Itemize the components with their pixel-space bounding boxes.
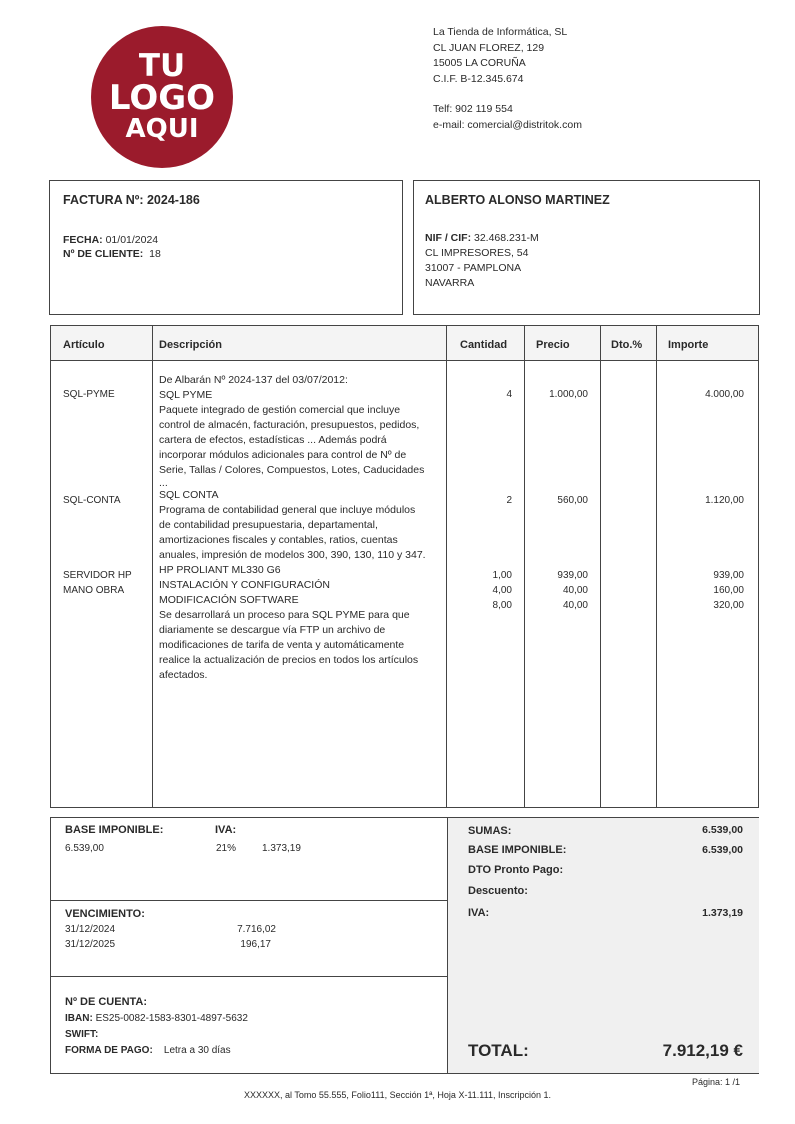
logo-line-2: LOGO [108, 78, 216, 118]
client-details [425, 231, 539, 291]
logo-line-1: TU [138, 48, 186, 84]
client-nif: 32.468.231-M [474, 232, 539, 244]
due-label: VENCIMIENTO: [65, 908, 145, 920]
totals-section [50, 817, 759, 1074]
client-number-label: Nº DE CLIENTE: [63, 248, 144, 260]
row-4-quantity: 4,00 [492, 585, 512, 596]
total-value: 7.912,19 € [662, 1041, 743, 1060]
divider [51, 976, 447, 977]
row-1-detail: Paquete integrado de gestión comercial que incluye [159, 404, 401, 416]
row-2-detail: Programa de contabilidad general que incluye módulos [159, 504, 416, 516]
divider [51, 900, 447, 901]
table-header-row [51, 326, 758, 361]
description-column [159, 373, 449, 683]
row-4-description: INSTALACIÓN Y CONFIGURACIÓN [159, 579, 330, 591]
header-article: Artículo [63, 339, 105, 351]
client-number: 18 [149, 248, 161, 260]
company-name: La Tienda de Informática, SL [433, 26, 568, 38]
payment-method: Letra a 30 días [163, 1045, 231, 1056]
header-description: Descripción [159, 339, 222, 351]
row-1-detail: ... [159, 477, 168, 489]
due-amount-2: 196,17 [240, 939, 271, 950]
client-name: ALBERTO ALONSO MARTINEZ [425, 193, 610, 207]
iban-line [65, 1013, 248, 1024]
invoice-number: 2024-186 [146, 193, 200, 207]
row-1-price: 1.000,00 [549, 389, 588, 400]
row-1-amount: 4.000,00 [705, 389, 744, 400]
summary-panel [447, 818, 759, 1073]
row-2-quantity: 2 [506, 495, 512, 506]
row-3-price: 939,00 [557, 570, 588, 581]
row-5-amount: 320,00 [713, 600, 744, 611]
row-5-detail: modificaciones de tarifa de venta y automáticamente [159, 639, 405, 651]
due-date-1: 31/12/2024 [65, 924, 116, 935]
invoice-number-label: FACTURA Nº: [63, 193, 144, 207]
row-3-article: SERVIDOR HP [63, 570, 132, 581]
header-amount: Importe [668, 339, 709, 351]
logo-line-3: AQUI [125, 114, 199, 144]
due-amount-1: 7.716,02 [237, 924, 276, 935]
registry-footer: XXXXXX, al Tomo 55.555, Folio111, Sección 1ª, Hoja X-11.111, Inscripción 1. [243, 1090, 551, 1100]
row-2-detail: amortizaciones fiscales y contables, ratios, cuentas [159, 534, 398, 546]
row-5-quantity: 8,00 [492, 600, 512, 611]
row-5-price: 40,00 [562, 600, 588, 611]
due-date-2: 31/12/2025 [65, 939, 116, 950]
tax-iva-amount: 1.373,19 [262, 843, 301, 854]
company-city: 15005 LA CORUÑA [433, 57, 526, 69]
invoice-meta [63, 233, 161, 261]
row-2-detail: de contabilidad presupuestaria, departamental, [159, 519, 378, 531]
account-label: Nº DE CUENTA: [65, 996, 148, 1008]
row-2-detail: anuales, impresión de modelos 300, 390, 130, 110 y 347. [159, 549, 426, 561]
row-2-amount: 1.120,00 [705, 495, 744, 506]
header-price: Precio [536, 339, 570, 351]
row-1-article: SQL-PYME [63, 389, 115, 400]
invoice-date-label: FECHA: [63, 234, 103, 246]
client-nif-label: NIF / CIF: [425, 232, 472, 244]
sums-value: 6.539,00 [702, 824, 743, 836]
tax-iva-rate: 21% [216, 843, 237, 854]
row-3-amount: 939,00 [713, 570, 744, 581]
header-discount: Dto.% [611, 339, 643, 351]
tax-base-label: BASE IMPONIBLE: [65, 824, 164, 836]
sums-label: SUMAS: [468, 825, 512, 837]
company-email: e-mail: comercial@distritok.com [433, 118, 582, 131]
row-5-detail: realice la actualización de precios en todos los artículos [159, 654, 419, 666]
row-1-description: SQL PYME [159, 389, 213, 401]
summary-iva-label: IVA: [468, 907, 490, 919]
row-5-detail: afectados. [159, 669, 208, 681]
iban-label: IBAN: [65, 1013, 93, 1024]
row-5-description: MODIFICACIÓN SOFTWARE [159, 594, 299, 606]
client-region: NAVARRA [425, 277, 475, 289]
company-address: CL JUAN FLOREZ, 129 [433, 41, 545, 54]
row-4-price: 40,00 [562, 585, 588, 596]
row-4-article: MANO OBRA [63, 585, 125, 596]
company-cif: C.I.F. B-12.345.674 [433, 72, 524, 85]
row-1-detail: incorporar módulos adicionales para control de Nº de [159, 449, 407, 461]
dto-pronto-pago-label: DTO Pronto Pago: [468, 864, 564, 876]
albaran-note: De Albarán Nº 2024-137 del 03/07/2012: [159, 374, 348, 386]
row-3-quantity: 1,00 [492, 570, 512, 581]
row-3-description: HP PROLIANT ML330 G6 [159, 564, 281, 576]
iban-value: ES25-0082-1583-8301-4897-5632 [95, 1013, 248, 1024]
row-5-detail: Se desarrollará un proceso para SQL PYME para que [159, 609, 410, 621]
row-4-amount: 160,00 [713, 585, 744, 596]
client-address: CL IMPRESORES, 54 [425, 247, 529, 259]
header-quantity: Cantidad [460, 339, 508, 351]
invoice-date: 01/01/2024 [105, 234, 159, 246]
row-5-detail: diariamente se descargue vía FTP un archivo de [159, 624, 386, 636]
summary-base-label: BASE IMPONIBLE: [468, 844, 567, 856]
company-info [433, 25, 582, 133]
row-1-detail: control de almacén, facturación, presupuestos, pedidos, [159, 419, 420, 431]
tax-base-value: 6.539,00 [65, 843, 104, 854]
row-1-detail: cartera de efectos, estadísticas ... Además podrá [159, 434, 387, 446]
summary-base-value: 6.539,00 [702, 844, 743, 856]
discount-label: Descuento: [468, 885, 528, 897]
row-1-detail: Serie, Tallas / Colores, Compuestos, Lotes, Caducidades [159, 464, 425, 476]
client-box [413, 180, 760, 315]
tax-iva-label: IVA: [215, 824, 237, 836]
invoice-number-line [63, 193, 200, 207]
row-1-quantity: 4 [506, 389, 512, 400]
company-logo [91, 26, 233, 168]
summary-iva-value: 1.373,19 [702, 907, 743, 919]
page-number: Página: 1 /1 [691, 1077, 740, 1087]
row-2-article: SQL-CONTA [63, 495, 121, 506]
payment-method-label: FORMA DE PAGO: [65, 1045, 153, 1056]
company-phone: Telf: 902 119 554 [433, 103, 513, 115]
swift-label: SWIFT: [65, 1029, 99, 1040]
row-2-description: SQL CONTA [159, 489, 219, 501]
items-table [50, 325, 759, 808]
payment-method-line [65, 1045, 231, 1056]
client-city: 31007 - PAMPLONA [425, 262, 522, 274]
total-label: TOTAL: [468, 1041, 529, 1060]
invoice-box [49, 180, 403, 315]
row-2-price: 560,00 [557, 495, 588, 506]
